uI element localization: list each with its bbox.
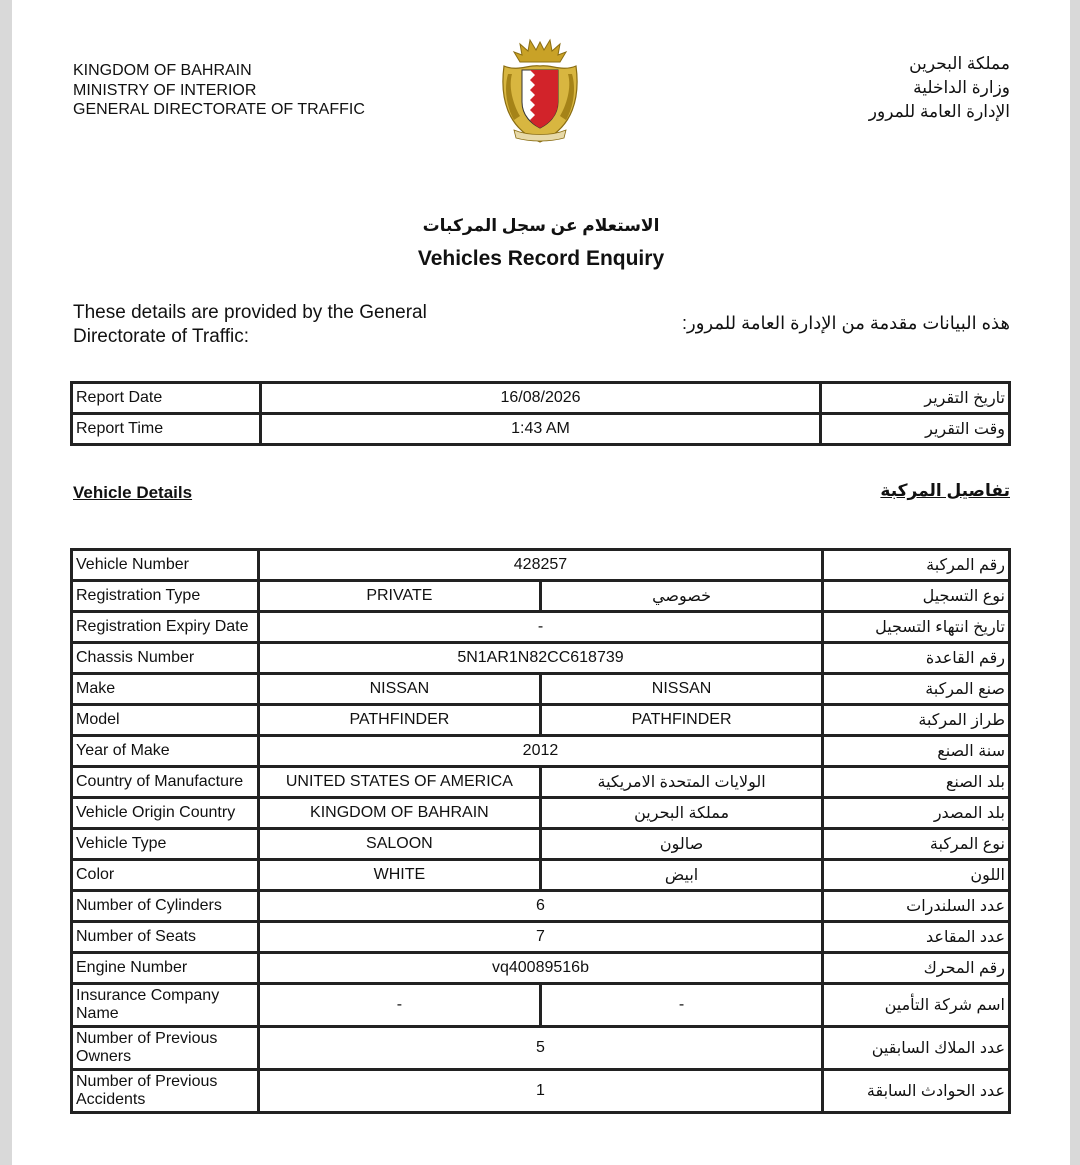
table-row [72,891,1010,922]
row-label: Registration Type [72,581,259,612]
engine-number-value: vq40089516b [258,953,822,984]
table-row [72,674,1010,705]
header-en-line: GENERAL DIRECTORATE OF TRAFFIC [73,101,365,118]
document-title-arabic: الاستعلام عن سجل المركبات [422,216,660,235]
row-label-ar: بلد الصنع [823,767,1010,798]
vehicle-number-value: 428257 [258,550,822,581]
header-english [73,61,365,120]
country-of-manufacture-value: UNITED STATES OF AMERICA [258,767,540,798]
table-row [72,383,1010,414]
table-row [72,1027,1010,1070]
row-label-ar: رقم المحرك [823,953,1010,984]
section-heading-arabic: تفاصيل المركبة [880,481,1010,500]
insurance-company-value: - [258,984,540,1027]
model-value: PATHFINDER [258,705,540,736]
cylinders-value: 6 [258,891,822,922]
row-label-ar: نوع المركبة [823,829,1010,860]
country-of-manufacture-value-ar: الولايات المتحدة الامريكية [540,767,822,798]
year-of-make-value: 2012 [258,736,822,767]
row-label: Vehicle Type [72,829,259,860]
report-time-label: Report Time [72,414,261,445]
table-row [72,643,1010,674]
report-date-value: 16/08/2026 [261,383,821,414]
row-label: Vehicle Origin Country [72,798,259,829]
origin-country-value-ar: مملكة البحرين [540,798,822,829]
document-title: Vehicles Record Enquiry [417,247,665,270]
make-value: NISSAN [258,674,540,705]
row-label: Number of Cylinders [72,891,259,922]
registration-type-value: PRIVATE [258,581,540,612]
bahrain-coat-of-arms-emblem [492,36,588,148]
color-value-ar: ابيض [540,860,822,891]
row-label: Insurance Company Name [72,984,259,1027]
report-date-label-ar: تاريخ التقرير [821,383,1010,414]
vehicle-type-value-ar: صالون [540,829,822,860]
row-label-ar: صنع المركبة [823,674,1010,705]
color-value: WHITE [258,860,540,891]
row-label-ar: طراز المركبة [823,705,1010,736]
row-label: Number of Previous Accidents [72,1070,259,1113]
table-row [72,705,1010,736]
row-label-ar: عدد الملاك السابقين [823,1027,1010,1070]
row-label: Color [72,860,259,891]
table-row [72,612,1010,643]
vehicle-type-value: SALOON [258,829,540,860]
row-label-ar: رقم القاعدة [823,643,1010,674]
table-row [72,953,1010,984]
row-label: Engine Number [72,953,259,984]
header-en-line: MINISTRY OF INTERIOR [73,81,257,99]
row-label: Vehicle Number [72,550,259,581]
header-arabic [869,52,1010,124]
previous-owners-value: 5 [258,1027,822,1070]
table-row [72,550,1010,581]
row-label: Make [72,674,259,705]
table-row [72,581,1010,612]
table-row [72,984,1010,1027]
header-en-line: KINGDOM OF BAHRAIN [73,62,252,79]
table-row [72,798,1010,829]
row-label: Number of Previous Owners [72,1027,259,1070]
row-label-ar: عدد الحوادث السابقة [823,1070,1010,1113]
row-label: Number of Seats [72,922,259,953]
insurance-company-value-ar: - [540,984,822,1027]
header-ar-line: الإدارة العامة للمرور [868,102,1010,121]
row-label-ar: بلد المصدر [823,798,1010,829]
model-value-ar: PATHFINDER [540,705,822,736]
report-date-label: Report Date [72,383,261,414]
row-label-ar: سنة الصنع [823,736,1010,767]
table-row [72,767,1010,798]
table-row [72,414,1010,445]
table-row [72,860,1010,891]
previous-accidents-value: 1 [258,1070,822,1113]
table-row [72,1070,1010,1113]
intro-text-arabic: هذه البيانات مقدمة من الإدارة العامة للمرور: [682,313,1010,333]
make-value-ar: NISSAN [540,674,822,705]
report-time-value: 1:43 AM [261,414,821,445]
registration-expiry-value: - [258,612,822,643]
intro-text-english: These details are provided by the General Directorate of Traffic: [73,302,427,347]
header-ar-line: مملكة البحرين [909,54,1010,73]
row-label-ar: عدد المقاعد [823,922,1010,953]
row-label: Country of Manufacture [72,767,259,798]
report-info-table [70,381,1011,446]
origin-country-value: KINGDOM OF BAHRAIN [258,798,540,829]
row-label-ar: عدد السلندرات [823,891,1010,922]
row-label-ar: تاريخ انتهاء التسجيل [823,612,1010,643]
registration-type-value-ar: خصوصي [540,581,822,612]
row-label-ar: اللون [823,860,1010,891]
row-label: Year of Make [72,736,259,767]
row-label: Registration Expiry Date [72,612,259,643]
row-label: Model [72,705,259,736]
table-row [72,922,1010,953]
row-label-ar: رقم المركبة [823,550,1010,581]
section-heading: Vehicle Details [73,483,193,502]
row-label-ar: اسم شركة التأمين [823,984,1010,1027]
vehicle-details-table [70,548,1011,1114]
table-row [72,829,1010,860]
chassis-number-value: 5N1AR1N82CC618739 [258,643,822,674]
row-label-ar: نوع التسجيل [823,581,1010,612]
report-time-label-ar: وقت التقرير [821,414,1010,445]
row-label: Chassis Number [72,643,259,674]
document-page [12,0,1070,1165]
table-row [72,736,1010,767]
seats-value: 7 [258,922,822,953]
header-ar-line: وزارة الداخلية [913,78,1010,97]
